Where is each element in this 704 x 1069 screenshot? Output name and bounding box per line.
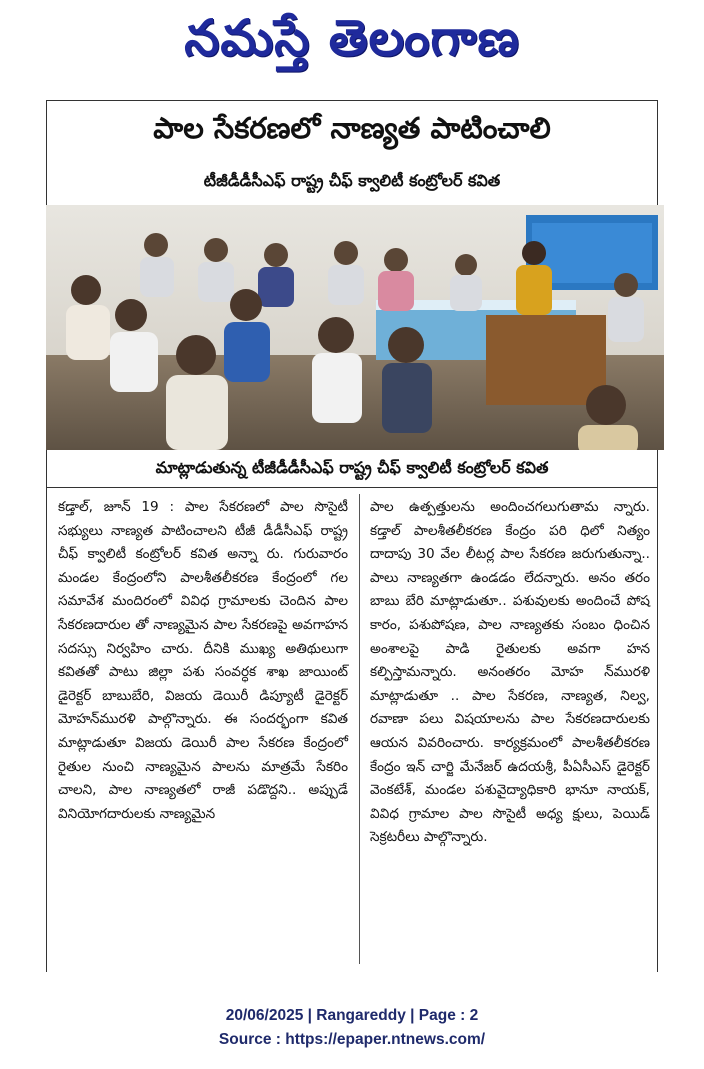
article-subheadline: టీజీడీడీసీఎఫ్ రాష్ట్ర చీఫ్ క్వాలిటీ కంట్రోలర్ కవిత: [203, 170, 501, 190]
article-column-right: [370, 496, 650, 850]
meeting-photo-illustration: [46, 205, 664, 450]
column-divider: [359, 494, 360, 964]
masthead-title: నమస్తే తెలంగాణ: [184, 8, 520, 67]
caption-divider: [46, 487, 658, 488]
article-column-right-text: పాల ఉత్పత్తులను అందించగలుగుతామ న్నారు. కడ్తాల్ పాలశీతలీకరణ కేంద్రం పరి ధిలో నిత్యం దాదాపు 30 వేల లీటర్ల పాల సేకరణ జరుగుతున్నా.. పాలు నాణ్యతగా ఉండడం లేదన్నారు. అనం తరం బాబు బేరి మాట్లాడుతూ.. పశువులకు అందించే పోష కారం, పశుపోషణ, పాల నాణ్యతకు సంబం ధించిన అంశాలపై పాడి రైతులకు అవగా హన కల్పిస్తామన్నారు. అనంతరం మోహ న్‌మురళి మాట్లాడుతూ .. పాల సేకరణ, నాణ్యత, నిల్వ, రవాణా పలు విషయాలను పాల సేకరణదారులకు ఆయన వివరించారు. కార్యక్రమంలో పాలశీతలీకరణ కేంద్రం ఇన్ చార్జి మేనేజర్ ఉదయశ్రీ, పీఏసీఎస్ డైరెక్టర్ వెంకటేశ్, మండల పశువైద్యాధికారి భానూ నాయక్, వివిధ గ్రామాల పాల సొసైటీ అధ్య క్షులు, పెయిడ్ సెక్రటరీలు పాల్గొన్నారు.: [370, 499, 650, 846]
masthead: [0, 0, 704, 88]
frame-top-rule: [46, 100, 658, 101]
footer-date-edition: 20/06/2025 | Rangareddy | Page : 2: [225, 1007, 479, 1024]
footer-source[interactable]: Source : https://epaper.ntnews.com/: [218, 1031, 486, 1048]
article-headline: పాల సేకరణలో నాణ్యత పాటించాలి: [153, 111, 551, 145]
article-column-left-text: కడ్తాల్, జూన్ 19 : పాల సేకరణలో పాల సొసైటీ సభ్యులు నాణ్యత పాటించాలని టీజీ డీడీసీఎఫ్ రాష్ట్ర చీఫ్ క్వాలిటీ కంట్రోలర్ కవిత అన్నా రు. గురువారం మండల కేంద్రంలోని పాలశీతలీకరణ కేంద్రంలో గల సమావేశ మందిరంలో వివిధ గ్రామాలకు చెందిన పాల సేకరణదారుల తో నాణ్యమైన పాల సేకరణపై అవగాహన సదస్సు నిర్వహిం చారు. దీనికి ముఖ్య అతిథులుగా కవితతో పాటు జిల్లా పశు సంవర్ధక శాఖ జాయింట్ డైరెక్టర్ బాబుబేరి, విజయ డెయిరీ డిప్యూటీ డైరెక్టర్ మోహన్‌మురళి పాల్గొన్నారు. ఈ సందర్భంగా కవిత మాట్లాడుతూ విజయ డెయిరీ పాల సేకరణ కేంద్రంలో రైతుల నుంచి నాణ్యమైన పాలను మాత్రమే సేకరిం చాలని, పాల నాణ్యతలో రాజీ పడొద్దని.. అప్పుడే వినియోగదారులకు నాణ్యమైన: [58, 499, 348, 822]
article-photo: [46, 205, 664, 450]
photo-caption: మాట్లాడుతున్న టీజీడీడీసీఎఫ్ రాష్ట్ర చీఫ్ క్వాలిటీ కంట్రోలర్ కవిత: [155, 457, 549, 477]
page-footer: [0, 1004, 704, 1052]
article-column-left: [58, 496, 348, 826]
